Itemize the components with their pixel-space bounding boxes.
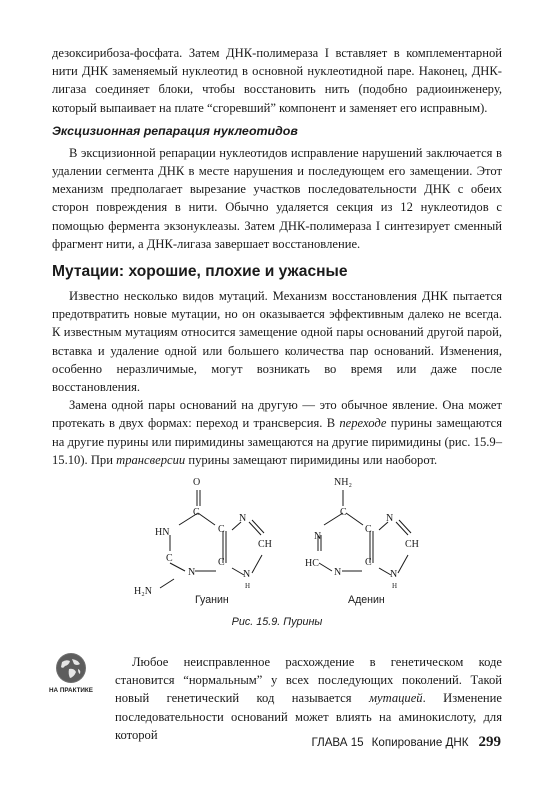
g-atom-c6: C: [193, 507, 200, 519]
a-atom-c4: C: [365, 557, 372, 569]
footer-title: Копирование ДНК: [371, 736, 469, 749]
paragraph-5: [115, 653, 502, 744]
paragraph-1: дезоксирибоза-фосфата. Затем ДНК-полимераза I вставляет в комплементарной нити ДНК заменяемый нуклеотид в основной нуклеотидной паре. Наконец, ДНК-лигаза соединяет блоки, чтобы восстановить нить (подобно радиоинженеру, который выпаивает на плате “сгоревший” компонент и заменяет его исправным).: [52, 46, 502, 115]
footer-chapter: ГЛАВА 15: [311, 736, 364, 749]
paragraph-2: В эксцизионной репарации нуклеотидов исправление нарушений заключается в удалении сегмента ДНК в месте нарушения и последующем его замещении. Этот механизм предполагает вырезание участков последовательности ДНК с обеих сторон повреждения в нити. Обычно удаляется секция из 12 нуклеотидов с помощью фермента экзонуклеазы. Затем ДНК-полимераза I синтезирует сменный фрагмент нити, а ДНК-лигаза завершает восстановление.: [52, 145, 502, 251]
a-atom-n9: N: [390, 569, 398, 581]
p4-text-b: пурины замещаются на другие пурины или пиримидины замещаются на другие пиримидины (рис. 15.9–15.10). При: [52, 416, 502, 467]
figure-caption: Рис. 15.9. Пурины: [231, 616, 323, 629]
mutations-heading: Мутации: хорошие, плохие и ужасные: [52, 263, 348, 281]
g-atom-ch: CH: [258, 539, 272, 551]
globe-icon: [56, 653, 86, 683]
practice-label: НА ПРАКТИКЕ: [49, 687, 93, 695]
excision-heading: Эксцизионная репарация нуклеотидов: [52, 123, 298, 138]
g-atom-c5: C: [218, 524, 225, 536]
practice-icon-block: [48, 653, 94, 694]
a-atom-nh2: NH₂: [334, 477, 352, 489]
adenine-label: Аденин: [348, 594, 385, 607]
guanine-label: Гуанин: [195, 594, 229, 607]
a-atom-hc: HC: [305, 558, 319, 570]
purines-figure: [52, 473, 502, 635]
practice-box: [49, 653, 502, 744]
term-mutation: мутацией: [368, 691, 423, 706]
a-atom-n7: N: [386, 513, 394, 525]
a-atom-n1: N: [314, 531, 322, 543]
page-footer: [311, 734, 501, 751]
a-atom-c5: C: [365, 524, 372, 536]
a-atom-h: H: [392, 582, 398, 591]
paragraph-3: Известно несколько видов мутаций. Механизм восстановления ДНК пытается предотвратить новые мутации, но он оказывается эффективным далеко не всегда. К известным мутациям относится замещение одной пары оснований другой парой, вставка и удаление одной или большего количества пар оснований. Изменения, особенно неразличимые, могут возникать во время или даже после восстановления.: [52, 289, 502, 395]
term-transversion: трансверсии: [116, 452, 186, 467]
p4-text-a: Замена одной пары оснований на другую — это обычное явление. Она может протекать в двух формах: переход и трансверсия. В: [52, 398, 502, 431]
paragraph-4: [52, 396, 502, 469]
g-atom-hn: HN: [155, 527, 170, 539]
g-atom-c2: C: [166, 553, 173, 565]
g-atom-c4: C: [218, 557, 225, 569]
a-atom-c6: C: [340, 507, 347, 519]
g-atom-n3: N: [188, 567, 196, 579]
g-atom-h: H: [245, 582, 251, 591]
page-body: [49, 44, 502, 744]
g-atom-n7: N: [239, 513, 247, 525]
a-atom-n3: N: [334, 567, 342, 579]
p5-text-a: Любое неисправленное расхождение в генетическом коде становится “нормальным” у всех последующих поколений. Такой новый генетический код называется: [115, 655, 502, 706]
term-transition: переходе: [339, 416, 387, 431]
page-number: 299: [478, 734, 501, 750]
a-atom-ch: CH: [405, 539, 419, 551]
purine-structures: [52, 473, 502, 613]
g-atom-n9: N: [243, 569, 251, 581]
p4-text-c: пурины замещают пиримидины или наоборот.: [185, 452, 438, 467]
g-atom-h2n: H₂N: [134, 586, 152, 598]
p5-text-b: . Изменение последовательности оснований может влиять на аминокислоту, для которой: [115, 691, 502, 742]
g-atom-o: O: [193, 477, 201, 489]
